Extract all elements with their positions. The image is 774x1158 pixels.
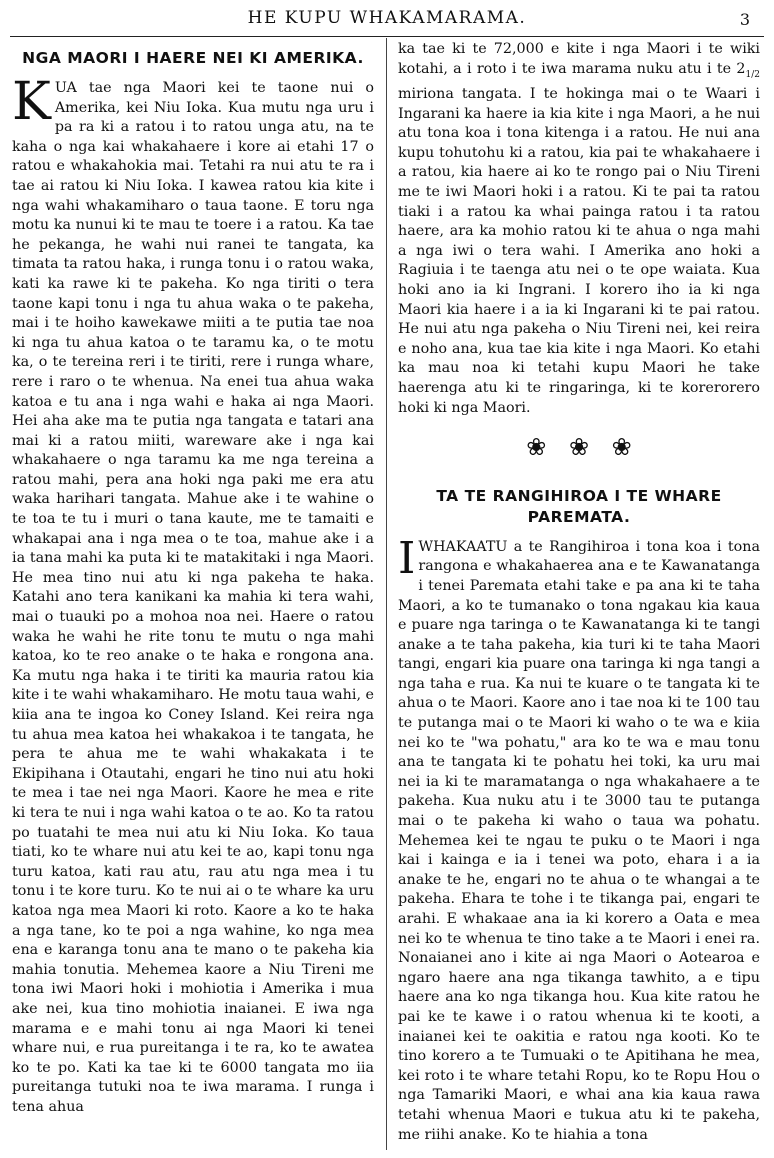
- article1-dropcap: K: [12, 72, 51, 132]
- article2-dropcap: I: [398, 532, 416, 584]
- page-number: 3: [739, 10, 750, 29]
- article1-body-paragraph: [12, 72, 374, 1117]
- article1-body: UA tae nga Maori kei te taone nui o Amerika, kei Niu Ioka. Kua mutu nga uru i pa ra ki a ratou i to ratou unga atu, na te kaha o nga kai whakahaere i kore ai etahi 17 o ratou e whakahokia mai. Tetahi ra nui atu te ra i tae ai ratou ki Niu Ioka. I kawea ratou kia kite i nga wahi whakamiharo o taua taone. E toru nga motu ka nunui ki te mau te toere i a ratou. Ka tae he pekanga, he wahi nui ranei te tangata, ka timata ta ratou haka, i runga tonu i o ratou waka, kati ka rawe ki te pakeha. Ko nga tiriti o tera taone kapi tonu i nga tu ahua waka o te pakeha, mai i te hoiho kawekawe miiti a te putia tae noa ki nga tu ahua katoa o te taramu ka, o te motu ka, o te tereina reri i te tiriti, rere i runga whare, rere i raro o te whenua. Na enei tua ahua waka katoa e tu ana i nga wahi e haka ai nga Maori. Hei aha ake ma te putia nga tangata e tatari ana mai ki a ratou miiti, wareware ake i nga kai whakahaere o nga taramu ka me nga tereina a ratou mahi, pera ana hoki nga paki me era atu waka harihari tangata. Mahue ake i te wahine o te toa te tu i muri o tana kaute, me te tamaiti e whakapai ana i nga mea o te toa, mahue ake i a ia tana mahi ka puta ki te matakitaki i nga Maori. He mea tino nui atu ki nga pakeha te haka. Katahi ano tera kanikani ka mahia ki tera wahi, mai o tuauki po a mohoa noa nei. Haere o ratou waka he wahi he rite tonu te mutu o nga mahi katoa, ko te reo anake o te haka e rongona ana. Ka mutu nga haka i te tiriti ka mauria ratou kia kite i te wahi whakamiharo. He motu taua wahi, e kiia ana te ingoa ko Coney Island. Kei reira nga tu ahua mea katoa hei whakakoa i te tangata, he pera te ahua me te wahi whakakata i te Ekipihana i Otautahi, engari he tino nui atu hoki te mea i tae nei nga Maori. Kaore he mea e rite ki tera te nui i nga wahi katoa o te ao. Ko ta ratou po tuatahi te mea nui atu ki Niu Ioka. Ko taua tiati, ko te whare nui atu kei te ao, kapi tonu nga turu katoa, kati rau atu, rau atu nga mea i tu tonu i te kore turu. Ko te nui ai o te whare ka uru katoa nga mea Maori ki roto. Kaore a ko te haka a nga tane, ko te poi a nga wahine, ko nga mea ena e karanga tonu ana te mano o te pakeha kia mahia tonutia. Mehemea kaore a Niu Tireni me tona iwi Maori hoki i mohiotia i Amerika i mua ake nei, kua tino mohiotia inaianei. E iwa nga marama e e mahi tonu ai nga Maori ki tenei whare nui, e rua pureitanga i te ra, ko te awatea ko te po. Kati ka tae ki te 6000 tangata mo iia pureitanga tutuki noa te iwa marama. I runga i tena ahua: [12, 80, 374, 1115]
- left-column: [12, 40, 374, 1150]
- fern-ornament-icon: ❀: [611, 433, 632, 462]
- running-title: HE KUPU WHAKAMARAMA.: [247, 8, 527, 28]
- article2-body: WHAKAATU a te Rangihiroa i tona koa i tona rangona e whakahaerea ana e te Kawanatanga i tenei Paremata etahi take e pa ana ki te taha Maori, a ko te tumanako o tona ngakau kia kaua e puare nga taringa o te Kawanatanga ki te tangi anake a te taha pakeha, kia turi ki te taha Maori tangi, engari kia puare ona taringa ki nga tangi a nga taha e rua. Ka nui te kuare o te tangata ki te ahua o te Maori. Kaore ano i tae noa ki te 100 tau te putanga mai o te Maori ki waho o te wa e kiia nei ko te "wa pohatu," ara ko te wa e mau tonu ana te tangata ki te pohatu hei toki, ka uru mai nei ia ki te maramatanga o nga whakahaere a te pakeha. Kua nuku atu i te 3000 tau te putanga mai o te pakeha ki waho o taua wa pohatu. Mehemea kei te ngau te puku o te Maori i nga kai i kainga e ia i tenei wa poto, ehara i a ia anake te he, engari no te ahua o te whangai a te pakeha. Ehara te tohe i te tikanga pai, engari te arahi. E whakaae ana ia ki korero a Oata e mea nei ko te whenua te tino take a te Maori i enei ra. Nonaianei ano i kite ai nga Maori o Aotearoa e ngaro haere ana nga tikanga tawhito, a e tipu haere ana ko nga tikanga hou. Kua kite ratou he pai ke te kawe i o ratou whenua ki te kooti, a inaianei kei te oakitia e ratou nga kooti. Ko te tino korero a te Tumuaki o te Apitihana he mea, kei roto i te whare tetahi Ropu, ko te Ropu Hou o nga Tamariki Maori, e whai ana kia kaua rawa tetahi whenua Maori e tukua atu ki te pakeha, me riihi anake. Ko te hiahia a tona: [398, 538, 760, 1143]
- fern-ornament-icon: ❀: [568, 433, 590, 462]
- column-divider: [386, 38, 387, 1150]
- fern-ornament-icon: ❀: [526, 433, 547, 462]
- header-rule: [10, 36, 764, 37]
- right-column: [398, 40, 760, 1150]
- fraction-half: 1/2: [745, 69, 760, 80]
- article1-continuation: [398, 40, 760, 418]
- article2-title: TA TE RANGIHIROA I TE WHARE PAREMATA.: [436, 486, 722, 526]
- article1-continuation-b: miriona tangata. I te hokinga mai o te Waari i Ingarani ka haere ia kia kite i nga Maori, a he nui atu tona koa i tona kitenga i a ratou. He nui ana kupu tohutohu ki a ratou, kia pai te whakahaere i a ratou, kia haere ai ko te rongo pai o Niu Tireni me te iwi Maori hoki i a ratou. Ki te pai ta ratou tiaki i a ratou ka whai painga ratou i ta ratou haere, ara ka mohio ratou ki te ahua o nga mahi a nga iwi o tera wahi. I Amerika ano hoki a Ragiuia i te taenga atu nei o te ope waiata. Kua hoki ano ia ki Ingrani. I korero iho ia ki nga Maori kia haere i a ia ki Ingarani ki te pai ratou. He nui atu nga pakeha o Niu Tireni nei, kei reira e noho ana, kua tae kia kite i nga Maori. Ko etahi ka mau noa ki tetahi kupu Maori he take haerenga atu ki te ringaringa, ki te korerorero hoki ki nga Maori.: [398, 86, 760, 416]
- page-header: [0, 6, 774, 34]
- article1-title: NGA MAORI I HAERE NEI KI AMERIKA.: [22, 49, 364, 67]
- article2-body-paragraph: [398, 532, 760, 1145]
- article1-continuation-a: ka tae ki te 72,000 e kite i nga Maori i te wiki kotahi, a i roto i te iwa marama nuku atu i te 2: [398, 41, 760, 77]
- section-ornaments: [398, 433, 760, 462]
